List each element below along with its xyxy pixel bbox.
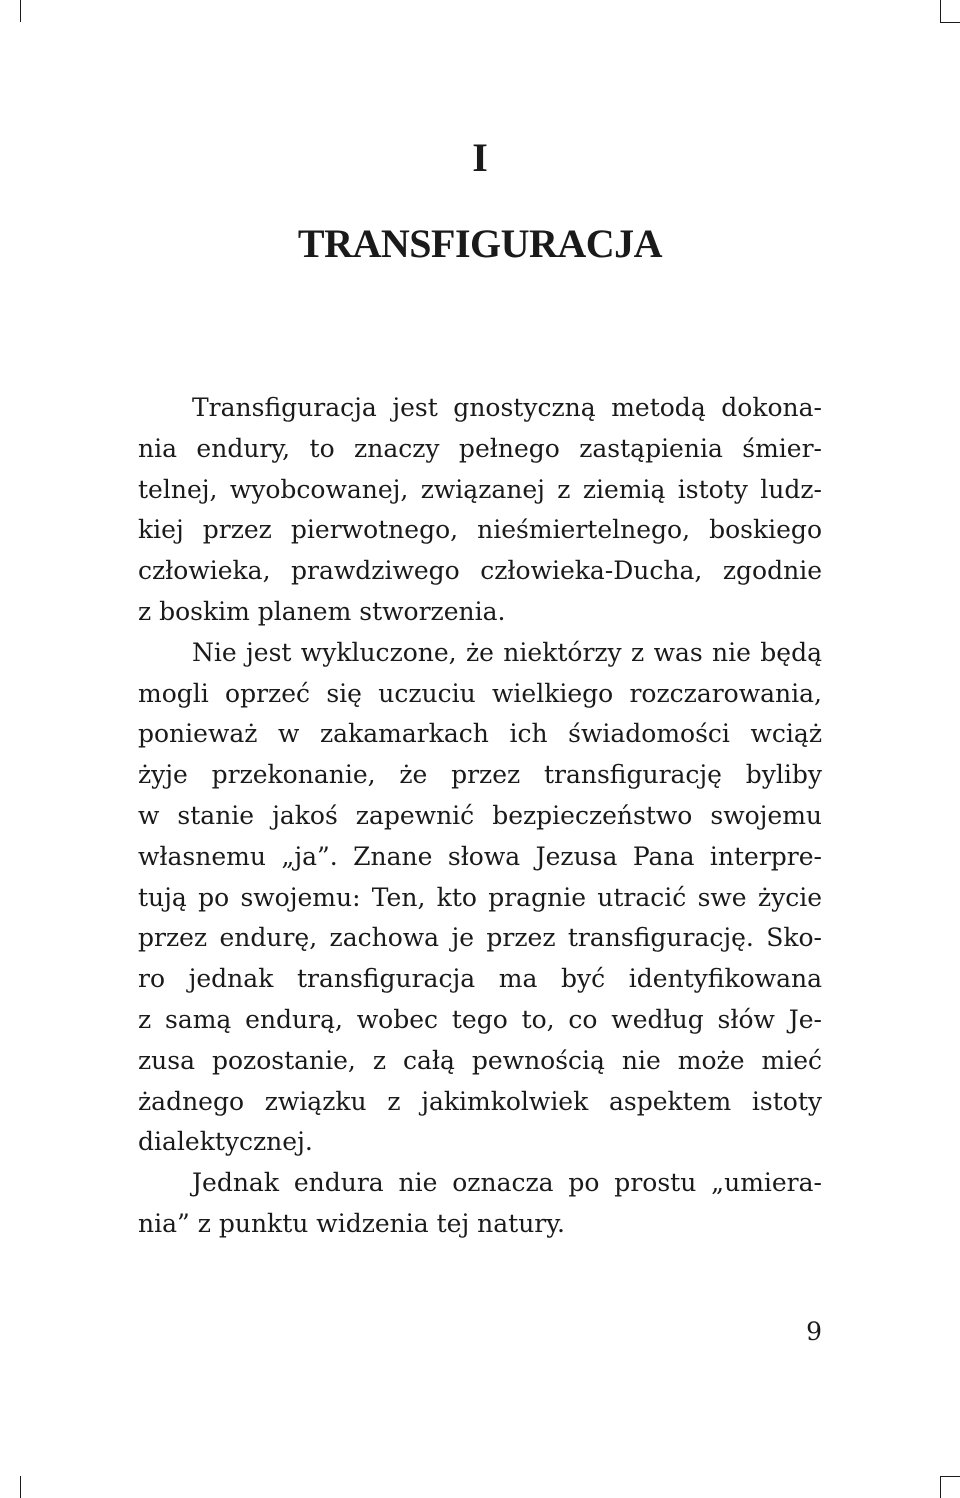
page-number: 9 — [806, 1317, 822, 1346]
text-line: z samą endurą, wobec tego to, co według słów Je- — [138, 1004, 822, 1034]
text-line: mogli oprzeć się uczuciu wielkiego rozczarowania, — [138, 678, 822, 708]
text-line: Jednak endura nie oznacza po prostu „umiera- — [192, 1168, 822, 1198]
crop-mark-top-right — [940, 0, 941, 22]
crop-mark-bottom-left — [20, 1476, 21, 1498]
text-line: ponieważ w zakamarkach ich świadomości wciąż — [138, 719, 822, 749]
chapter-number: I — [472, 135, 488, 180]
text-line: przez endurę, zachowa je przez transfigurację. Sko- — [138, 923, 822, 953]
text-line: kiej przez pierwotnego, nieśmiertelnego, boskiego — [138, 515, 822, 545]
text-line: żadnego związku z jakimkolwiek aspektem istoty — [138, 1086, 822, 1116]
text-line: żyje przekonanie, że przez transfigurację byliby — [138, 760, 822, 790]
text-line: nia endury, to znaczy pełnego zastąpienia śmier- — [138, 433, 822, 463]
paragraph-3 — [138, 1163, 822, 1245]
text-line: Nie jest wykluczone, że niektórzy z was nie będą — [192, 637, 822, 667]
text-line: dialektycznej. — [138, 1127, 313, 1157]
chapter-title: TRANSFIGURACJA — [297, 221, 663, 266]
text-line: w stanie jakoś zapewnić bezpieczeństwo swojemu — [138, 800, 822, 830]
paragraph-2 — [138, 633, 822, 1163]
text-line: Transfiguracja jest gnostyczną metodą dokona- — [192, 393, 822, 422]
text-line: człowieka, prawdziwego człowieka-Ducha, zgodnie — [138, 556, 822, 586]
crop-mark-bottom-right — [940, 1476, 941, 1498]
text-line: z boskim planem stworzenia. — [138, 596, 506, 626]
crop-mark-top-right-horizontal — [940, 22, 960, 23]
text-line: własnemu „ja”. Znane słowa Jezusa Pana interpre- — [138, 841, 822, 871]
crop-mark-bottom-right-horizontal — [940, 1476, 960, 1477]
chapter-body — [138, 388, 822, 1245]
text-line: zusa pozostanie, z całą pewnością nie może mieć — [138, 1045, 822, 1075]
paragraph-1 — [138, 388, 822, 633]
crop-mark-top-left — [20, 0, 21, 22]
text-line: ro jednak transfiguracja ma być identyfikowana — [138, 964, 822, 994]
text-line: telnej, wyobcowanej, związanej z ziemią istoty ludz- — [138, 474, 822, 504]
text-line: nia” z punktu widzenia tej natury. — [138, 1208, 566, 1238]
text-line: tują po swojemu: Ten, kto pragnie utracić swe życie — [138, 882, 822, 912]
